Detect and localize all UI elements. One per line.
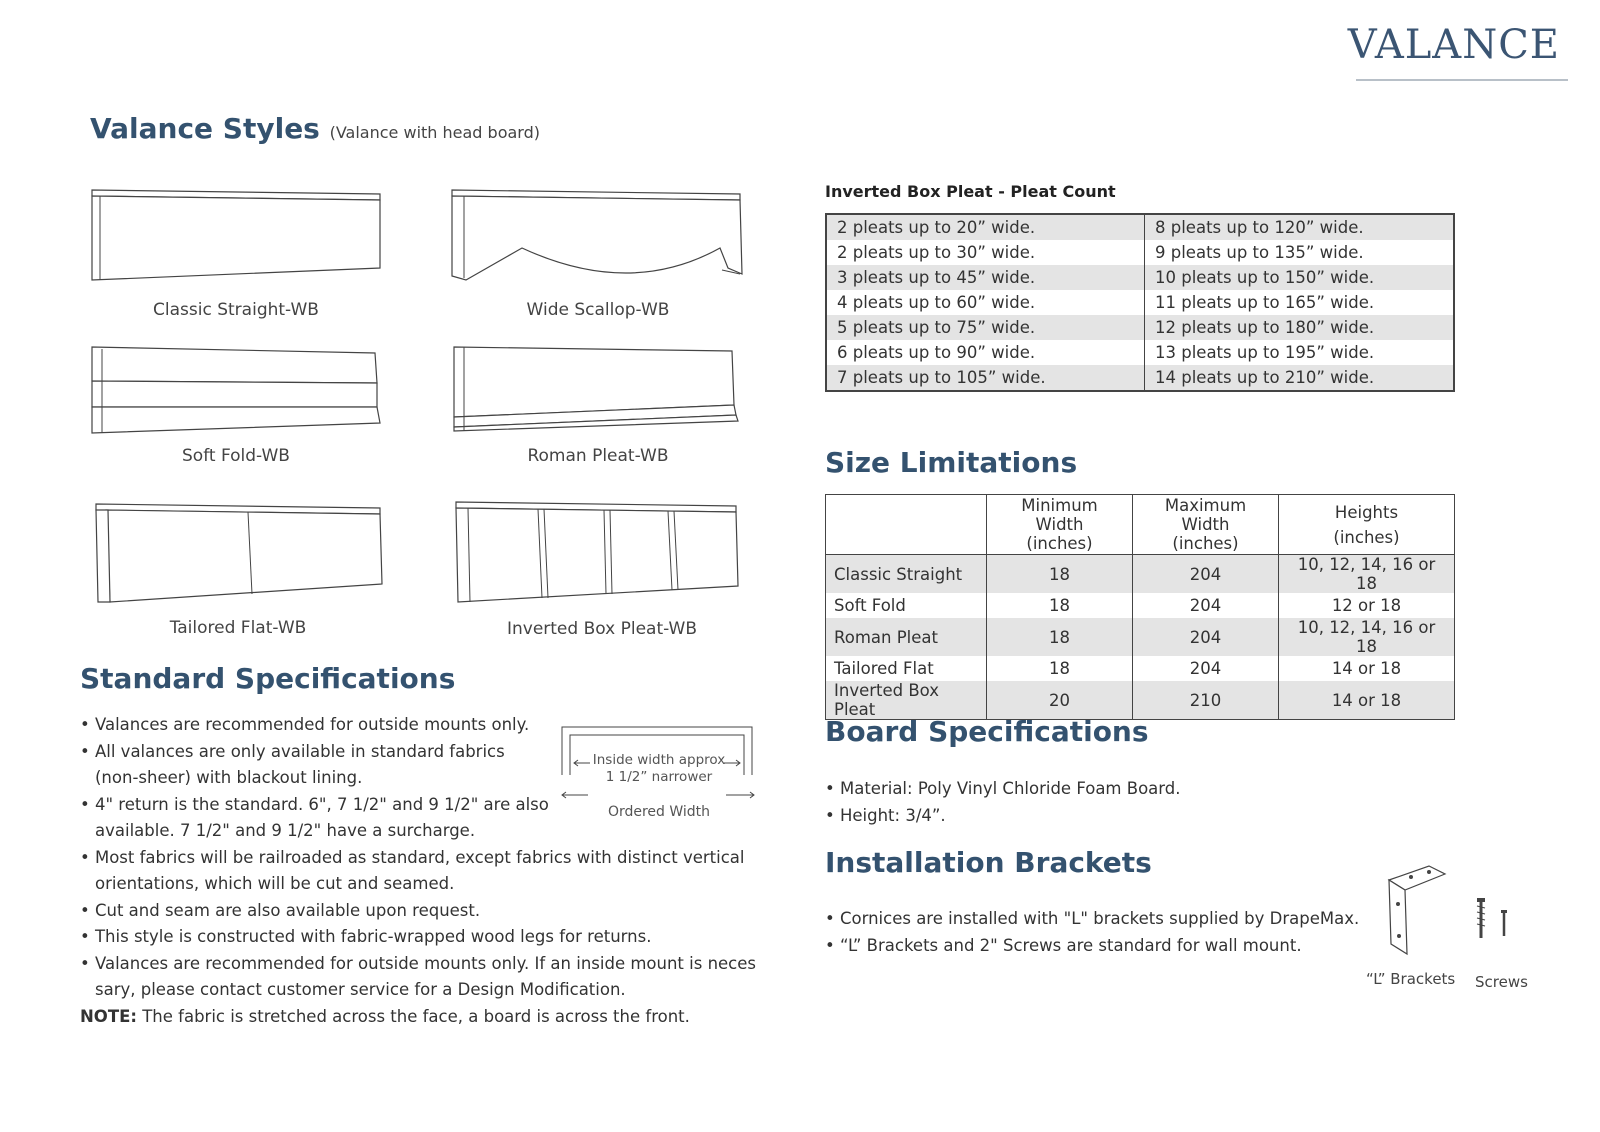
std-bullet-cont: (non-sheer) with blackout lining. bbox=[95, 768, 363, 787]
roman-pleat-illustration bbox=[452, 345, 747, 440]
size-row bbox=[826, 555, 1455, 594]
size-row bbox=[826, 681, 1455, 720]
size-min-width: 20 bbox=[987, 681, 1133, 720]
size-header-min: Minimum Width (inches) bbox=[987, 495, 1133, 555]
board-bullet: • Material: Poly Vinyl Chloride Foam Board. bbox=[825, 779, 1181, 798]
pleat-count-table bbox=[825, 213, 1455, 392]
pleat-cell-left: 3 pleats up to 45” wide. bbox=[826, 265, 1145, 290]
l-bracket-icon bbox=[1385, 864, 1455, 959]
style-label-scallop: Wide Scallop-WB bbox=[526, 300, 670, 320]
size-heights: 14 or 18 bbox=[1279, 656, 1455, 681]
pleat-cell-left: 7 pleats up to 105” wide. bbox=[826, 365, 1145, 391]
std-bullet: • Most fabrics will be railroaded as standard, except fabrics with distinct vertical bbox=[80, 847, 745, 867]
pleat-cell-right: 10 pleats up to 150” wide. bbox=[1145, 265, 1455, 290]
board-bullet: • Height: 3/4”. bbox=[825, 805, 946, 825]
tailored-flat-illustration bbox=[94, 502, 389, 607]
style-label-classic: Classic Straight-WB bbox=[153, 300, 319, 320]
note bbox=[80, 1004, 780, 1031]
size-header-heights: Heights (inches) bbox=[1279, 495, 1455, 555]
style-label-tailored: Tailored Flat-WB bbox=[169, 618, 307, 638]
pleat-cell-left: 5 pleats up to 75” wide. bbox=[826, 315, 1145, 340]
std-bullet: • Cut and seam are also available upon request. bbox=[80, 900, 481, 920]
note-text: The fabric is stretched across the face, a board is across the front. bbox=[136, 1006, 690, 1026]
styles-title: Valance Styles bbox=[90, 112, 320, 145]
pleat-cell-right: 12 pleats up to 180” wide. bbox=[1145, 315, 1455, 340]
size-heights: 14 or 18 bbox=[1279, 681, 1455, 720]
inside-width-label bbox=[584, 752, 734, 786]
size-min-width: 18 bbox=[987, 656, 1133, 681]
size-min-width: 18 bbox=[987, 593, 1133, 618]
pleat-cell-right: 9 pleats up to 135” wide. bbox=[1145, 240, 1455, 265]
styles-heading bbox=[90, 112, 540, 145]
inverted-box-pleat-illustration bbox=[454, 500, 749, 605]
size-heights: 10, 12, 14, 16 or 18 bbox=[1279, 618, 1455, 656]
size-heights: 12 or 18 bbox=[1279, 593, 1455, 618]
style-label-box-pleat: Inverted Box Pleat-WB bbox=[506, 619, 698, 639]
size-max-width: 204 bbox=[1133, 593, 1279, 618]
style-label-soft-fold: Soft Fold-WB bbox=[182, 446, 290, 466]
classic-straight-illustration bbox=[90, 188, 385, 283]
size-row bbox=[826, 618, 1455, 656]
std-bullet: • 4" return is the standard. 6", 7 1/2" and 9 1/2" are also bbox=[80, 794, 549, 814]
std-bullet-cont: orientations, which will be cut and seamed. bbox=[95, 874, 455, 893]
wide-scallop-illustration bbox=[450, 188, 745, 283]
pleat-cell-left: 2 pleats up to 30” wide. bbox=[826, 240, 1145, 265]
inside-width-line2: 1 1/2” narrower bbox=[605, 769, 713, 785]
pleat-cell-left: 4 pleats up to 60” wide. bbox=[826, 290, 1145, 315]
inside-width-line1: Inside width approx bbox=[592, 752, 726, 768]
size-style-name: Classic Straight bbox=[826, 555, 987, 594]
size-row bbox=[826, 593, 1455, 618]
size-style-name: Inverted Box Pleat bbox=[826, 681, 987, 720]
std-bullet: • Valances are recommended for outside mounts only. If an inside mount is neces bbox=[80, 953, 756, 973]
size-max-width: 204 bbox=[1133, 656, 1279, 681]
pleat-table-title: Inverted Box Pleat - Pleat Count bbox=[825, 182, 1116, 201]
pleat-cell-right: 13 pleats up to 195” wide. bbox=[1145, 340, 1455, 365]
pleat-row bbox=[826, 265, 1454, 290]
style-label-roman: Roman Pleat-WB bbox=[527, 446, 669, 466]
note-label: NOTE: bbox=[80, 1006, 137, 1026]
brand-title: VALANCE bbox=[1347, 22, 1560, 68]
brand-rule bbox=[1356, 79, 1568, 81]
size-style-name: Tailored Flat bbox=[826, 656, 987, 681]
brackets-bullets bbox=[825, 906, 1359, 959]
pleat-row bbox=[826, 290, 1454, 315]
size-table bbox=[825, 494, 1455, 720]
pleat-cell-right: 14 pleats up to 210” wide. bbox=[1145, 365, 1455, 391]
std-bullet-cont: available. 7 1/2" and 9 1/2" have a surcharge. bbox=[95, 821, 476, 840]
size-min-width: 18 bbox=[987, 555, 1133, 594]
pleat-cell-left: 2 pleats up to 20” wide. bbox=[826, 214, 1145, 240]
board-bullets bbox=[825, 776, 1180, 829]
size-title: Size Limitations bbox=[825, 446, 1078, 479]
pleat-cell-right: 11 pleats up to 165” wide. bbox=[1145, 290, 1455, 315]
bracket-bullet: • Cornices are installed with "L" brackets supplied by DrapeMax. bbox=[825, 909, 1360, 928]
bracket-bullet: • “L” Brackets and 2" Screws are standard for wall mount. bbox=[825, 935, 1302, 955]
bracket-label: “L” Brackets bbox=[1366, 970, 1456, 988]
std-bullet: • Valances are recommended for outside mounts only. bbox=[80, 715, 530, 734]
std-bullet: • All valances are only available in standard fabrics bbox=[80, 741, 505, 761]
size-max-width: 204 bbox=[1133, 555, 1279, 594]
size-min-width: 18 bbox=[987, 618, 1133, 656]
size-header-blank bbox=[826, 495, 987, 555]
size-style-name: Soft Fold bbox=[826, 593, 987, 618]
board-title: Board Specifications bbox=[825, 715, 1149, 748]
std-bullet-cont: sary, please contact customer service for a Design Modification. bbox=[95, 980, 626, 999]
size-header-max: Maximum Width (inches) bbox=[1133, 495, 1279, 555]
screws-label: Screws bbox=[1475, 973, 1528, 991]
pleat-row bbox=[826, 240, 1454, 265]
size-style-name: Roman Pleat bbox=[826, 618, 987, 656]
std-bullet: • This style is constructed with fabric-wrapped wood legs for returns. bbox=[80, 927, 652, 946]
size-heights: 10, 12, 14, 16 or 18 bbox=[1279, 555, 1455, 594]
standard-title: Standard Specifications bbox=[80, 662, 456, 695]
screws-icon bbox=[1474, 896, 1514, 946]
pleat-row bbox=[826, 315, 1454, 340]
size-max-width: 204 bbox=[1133, 618, 1279, 656]
brackets-title: Installation Brackets bbox=[825, 846, 1152, 879]
ordered-width-label: Ordered Width bbox=[607, 804, 711, 820]
pleat-row bbox=[826, 214, 1454, 240]
pleat-cell-left: 6 pleats up to 90” wide. bbox=[826, 340, 1145, 365]
pleat-row bbox=[826, 365, 1454, 391]
pleat-cell-right: 8 pleats up to 120” wide. bbox=[1145, 214, 1455, 240]
soft-fold-illustration bbox=[90, 345, 385, 440]
pleat-row bbox=[826, 340, 1454, 365]
size-max-width: 210 bbox=[1133, 681, 1279, 720]
size-row bbox=[826, 656, 1455, 681]
styles-subtitle: (Valance with head board) bbox=[329, 123, 540, 142]
